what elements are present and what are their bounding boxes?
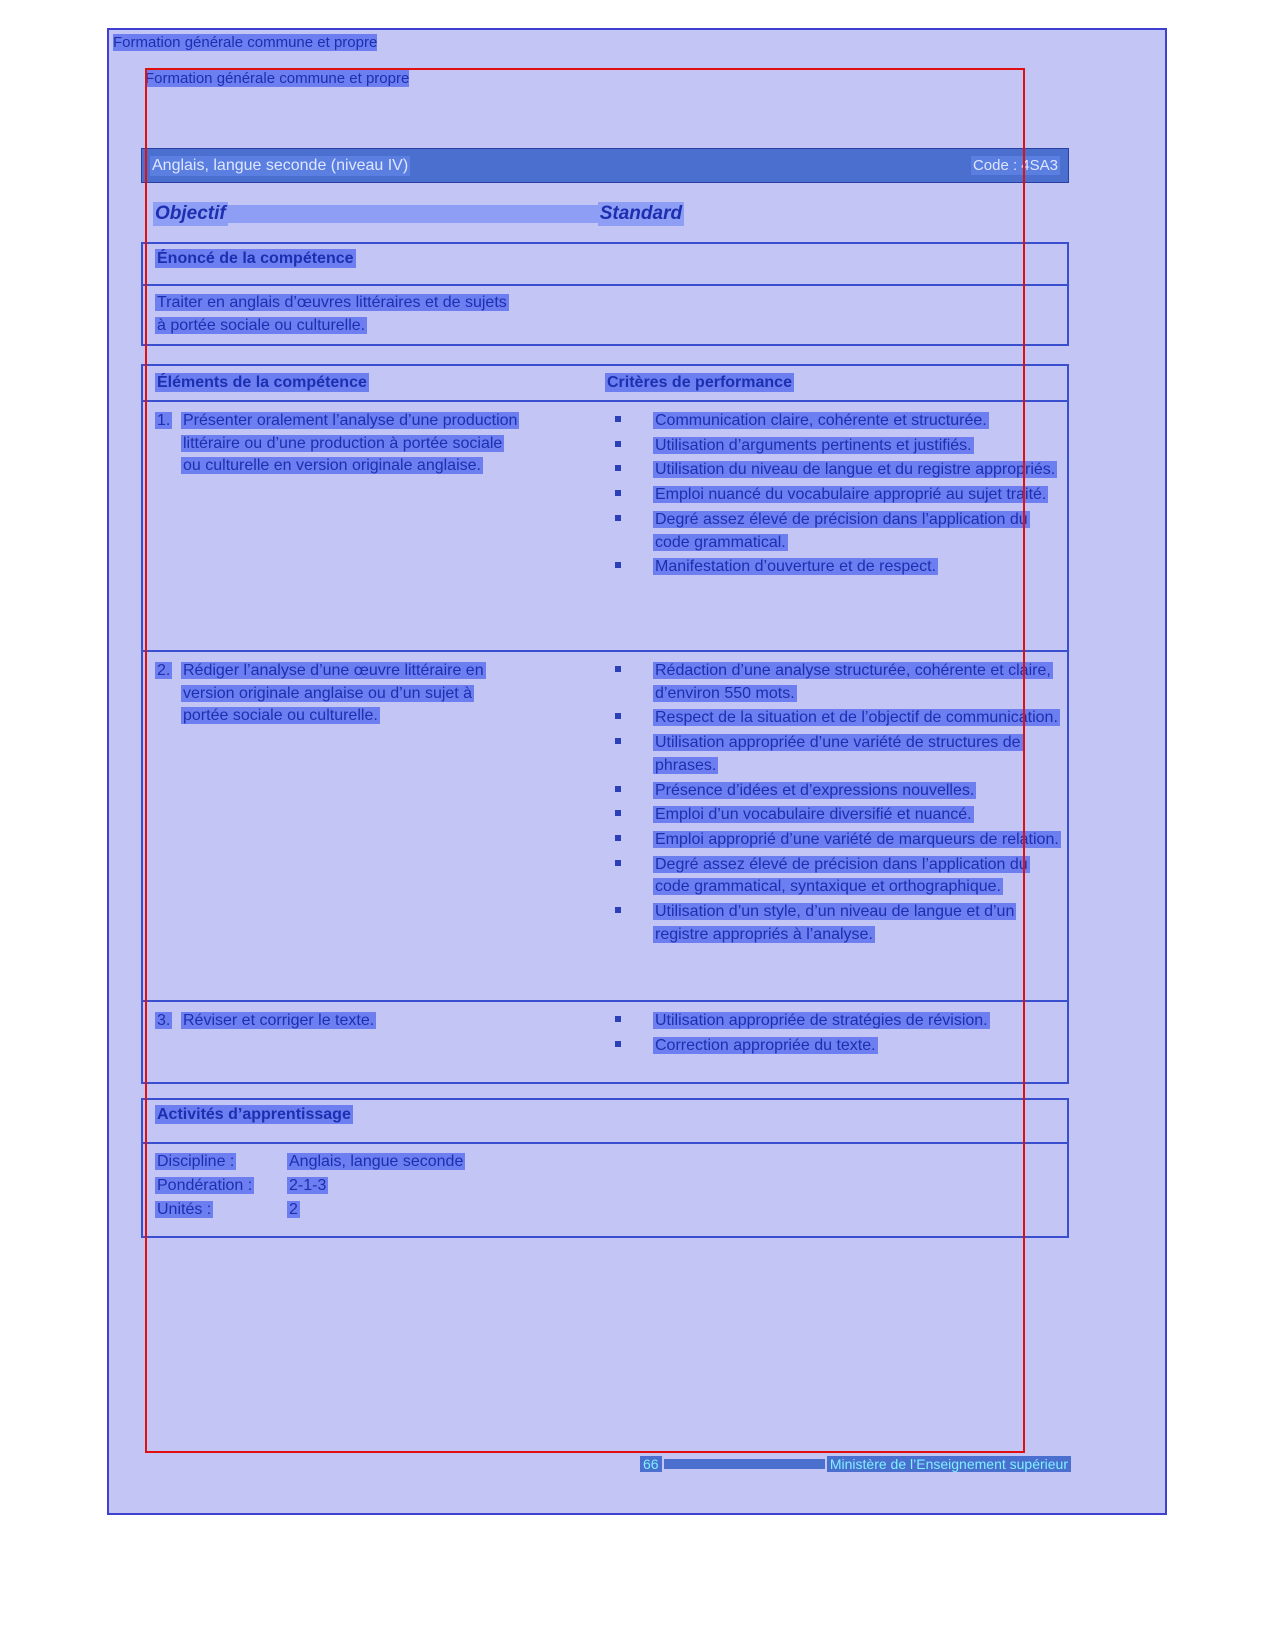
element-line: Présenter oralement l’analyse d’une production	[183, 412, 518, 429]
element-line: Rédiger l’analyse d’une œuvre littéraire en	[183, 662, 484, 679]
bullet-icon	[615, 860, 621, 866]
header-text: Formation générale commune et propre	[113, 34, 378, 51]
critere-text: Utilisation appropriée d’une variété de structures de phrases.	[655, 734, 1021, 774]
page-header-line	[145, 70, 1025, 87]
list-item	[605, 459, 1061, 482]
list-item	[605, 732, 1061, 777]
course-title-bar	[141, 148, 1069, 183]
bullet-icon	[615, 441, 621, 447]
elements-column-header-text: Éléments de la compétence	[157, 374, 367, 391]
enonce-heading	[143, 244, 1067, 284]
criteres-list	[605, 660, 1061, 947]
activites-row	[155, 1198, 1067, 1222]
bullet-icon	[615, 835, 621, 841]
activites-row	[155, 1174, 1067, 1198]
enonce-competence-box	[141, 242, 1069, 346]
list-item	[605, 1010, 1061, 1033]
page-number: 66	[640, 1456, 662, 1472]
criteres-cell	[605, 652, 1067, 1000]
element-number: 1.	[157, 412, 171, 429]
criteres-cell	[605, 1002, 1067, 1086]
critere-text: Rédaction d’une analyse structurée, cohérente et claire, d’environ 550 mots.	[655, 662, 1051, 702]
bullet-icon	[615, 490, 621, 496]
critere-text: Utilisation d’un style, d’un niveau de langue et d’un registre appropriés à l’analyse.	[655, 903, 1015, 943]
activites-apprentissage-box	[141, 1098, 1069, 1238]
bullet-icon	[615, 562, 621, 568]
critere-text: Présence d’idées et d’expressions nouvelles.	[655, 781, 975, 799]
list-item	[605, 901, 1061, 946]
critere-text: Manifestation d’ouverture et de respect.	[655, 558, 937, 576]
ponderation-value: 2-1-3	[289, 1177, 327, 1194]
element-line: ou culturelle en version originale anglaise.	[183, 457, 481, 475]
unites-label: Unités :	[157, 1201, 212, 1218]
list-item	[605, 1035, 1061, 1058]
element-cell	[143, 402, 605, 650]
document-header	[113, 34, 993, 51]
ponderation-label: Pondération :	[157, 1177, 253, 1194]
enonce-line-1: Traiter en anglais d’œuvres littéraires et de sujets	[157, 294, 507, 311]
critere-text: Correction appropriée du texte.	[655, 1036, 876, 1054]
page-footer	[145, 1456, 1071, 1472]
discipline-label: Discipline :	[157, 1153, 235, 1170]
bullet-icon	[615, 666, 621, 672]
critere-text: Communication claire, cohérente et structurée.	[655, 412, 987, 429]
critere-text: Utilisation d’arguments pertinents et justifiés.	[655, 436, 972, 454]
bullet-icon	[615, 713, 621, 719]
footer-note: Ministère de l’Enseignement supérieur	[827, 1456, 1071, 1472]
course-title: Anglais, langue seconde (niveau IV)	[152, 156, 409, 174]
table-row	[143, 1000, 1067, 1086]
critere-text: Degré assez élevé de précision dans l’application du code grammatical.	[655, 510, 1028, 551]
list-item	[605, 660, 1061, 705]
activites-heading	[143, 1100, 1067, 1142]
criteres-column-header	[605, 374, 1067, 392]
critere-text: Emploi d’un vocabulaire diversifié et nuancé.	[655, 806, 972, 824]
critere-text: Utilisation appropriée de stratégies de révision.	[655, 1012, 988, 1029]
competence-table	[141, 364, 1069, 1084]
criteres-list	[605, 1010, 1061, 1057]
criteres-column-header-text: Critères de performance	[607, 374, 792, 391]
list-item	[605, 854, 1061, 899]
criteres-cell	[605, 402, 1067, 650]
list-item	[605, 829, 1061, 852]
standard-label: Standard	[599, 203, 683, 224]
list-item	[605, 804, 1061, 827]
page-header-text: Formation générale commune et propre	[145, 70, 410, 87]
bullet-icon	[615, 1016, 621, 1022]
critere-text: Degré assez élevé de précision dans l’application du code grammatical, syntaxique et orthographique.	[655, 855, 1028, 896]
list-item	[605, 484, 1061, 507]
bullet-icon	[615, 515, 621, 521]
table-row	[143, 400, 1067, 650]
critere-text: Emploi approprié d’une variété de marqueurs de relation.	[655, 831, 1059, 849]
bullet-icon	[615, 810, 621, 816]
list-item	[605, 410, 1061, 433]
enonce-body	[143, 286, 1067, 345]
list-item	[605, 780, 1061, 803]
element-line: version originale anglaise ou d’un sujet à	[183, 684, 473, 702]
bullet-icon	[615, 907, 621, 913]
element-cell	[143, 1002, 605, 1086]
enonce-heading-text: Énoncé de la compétence	[157, 250, 354, 267]
unites-value: 2	[289, 1201, 298, 1218]
objectif-standard-row	[141, 196, 1069, 232]
critere-text: Emploi nuancé du vocabulaire approprié au sujet traité.	[655, 486, 1047, 504]
list-item	[605, 509, 1061, 554]
footer-rule	[664, 1459, 825, 1469]
element-number: 2.	[157, 662, 171, 679]
element-line: portée sociale ou culturelle.	[183, 707, 378, 725]
bullet-icon	[615, 738, 621, 744]
critere-text: Respect de la situation et de l’objectif de communication.	[655, 709, 1058, 727]
list-item	[605, 556, 1061, 579]
objectif-label: Objectif	[155, 203, 226, 224]
bullet-icon	[615, 1041, 621, 1047]
enonce-line-2: à portée sociale ou culturelle.	[157, 316, 366, 334]
list-item	[605, 435, 1061, 458]
list-item	[605, 707, 1061, 730]
course-code: Code : 4SA3	[972, 157, 1058, 174]
objectif-standard-spacer	[228, 205, 598, 223]
activites-row	[155, 1150, 1067, 1174]
critere-text: Utilisation du niveau de langue et du registre appropriés.	[655, 461, 1056, 479]
activites-heading-text: Activités d’apprentissage	[157, 1106, 351, 1123]
criteres-list	[605, 410, 1061, 579]
discipline-value: Anglais, langue seconde	[289, 1153, 464, 1170]
competence-table-header	[143, 366, 1067, 400]
element-line: Réviser et corriger le texte.	[183, 1012, 375, 1029]
element-line: littéraire ou d’une production à portée sociale	[183, 434, 503, 452]
bullet-icon	[615, 465, 621, 471]
activites-body	[143, 1144, 1067, 1230]
table-row	[143, 650, 1067, 1000]
bullet-icon	[615, 786, 621, 792]
bullet-icon	[615, 416, 621, 422]
elements-column-header	[143, 374, 605, 392]
element-cell	[143, 652, 605, 1000]
element-number: 3.	[157, 1012, 171, 1029]
